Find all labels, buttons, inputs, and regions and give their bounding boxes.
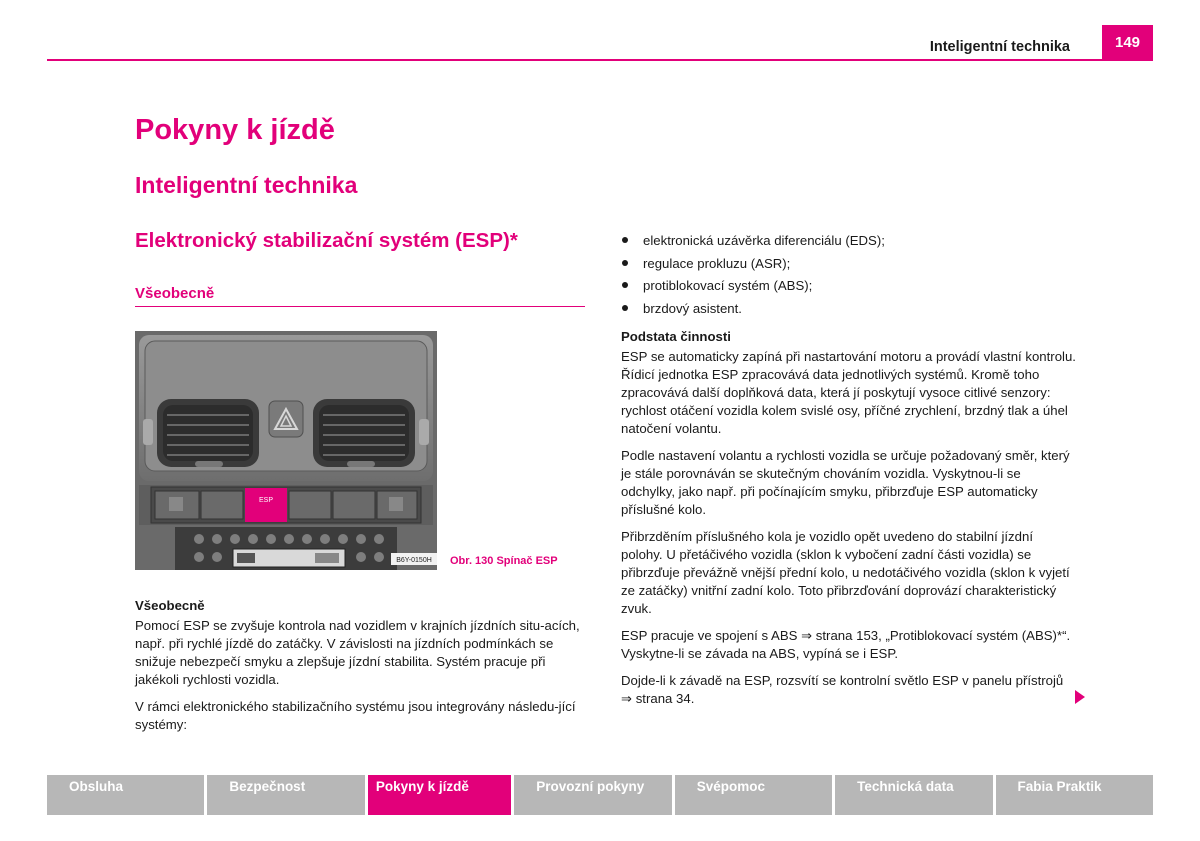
tab-provozni-pokyny[interactable]: Provozní pokyny [514, 775, 671, 815]
tab-technicka-data[interactable]: Technická data [835, 775, 992, 815]
chapter-title: Pokyny k jízdě [135, 114, 335, 146]
right-column [621, 232, 1076, 717]
right-paragraph: ESP se automaticky zapíná při nastartování motoru a provádí vlastní kontrolu. Řídicí jednotka ESP zpracovává data jednotlivých systémů. Kromě toho zpracovává další doplňková data, která jí poskytují vysoce citlivé senzory: rychlost otáčení vozidla kolem svislé osy, příčné zrychlení, brzdný tlak a úhel natočení volantu. [621, 348, 1076, 436]
tab-pokyny-k-jizde[interactable]: Pokyny k jízdě [368, 775, 511, 815]
right-paragraph: Přibrzděním příslušného kola je vozidlo opět uvedeno do stabilní jízdní polohy. U přetáčivého vozidla (sklon k vybočení zadní části vozidla) se přibrzďuje převážně vnější přední kolo, u nedotáčivého vozidla (sklon k vyjetí ze zatáčky) vnitřní zadní kolo. Toto přibrzďování doprovází charakteristický zvuk. [621, 528, 1070, 616]
image-code: B6Y-0150H [396, 557, 432, 564]
continue-arrow-icon[interactable] [1075, 690, 1085, 704]
integrated-systems-list [621, 232, 1076, 318]
right-air-vent [313, 399, 429, 467]
header-divider [47, 59, 1153, 61]
right-paragraph: ESP pracuje ve spojení s ABS ⇒ strana 153, „Protiblokovací systém (ABS)*“. Vyskytne-li se závada na ABS, vypíná se i ESP. [621, 627, 1071, 661]
left-subheading: Všeobecně [135, 598, 205, 613]
page-number: 149 [1102, 25, 1153, 60]
tab-fabia-praktik[interactable]: Fabia Praktik [996, 775, 1153, 815]
topic-divider [135, 306, 585, 307]
right-paragraph: Podle nastavení volantu a rychlosti vozidla se určuje požadovaný směr, který je stále porovnáván se skutečným chováním vozidla. Vyskytnou-li se odchylky, jako např. při počínajícím smyku, přibrzďuje ESP automaticky příslušné kolo. [621, 447, 1070, 517]
esp-switch-figure [135, 331, 437, 570]
dashboard-illustration [135, 331, 437, 570]
left-column [135, 597, 587, 743]
right-paragraph: Dojde-li k závadě na ESP, rozsvítí se kontrolní světlo ESP v panelu přístrojů ⇒ strana 34. [621, 672, 1064, 706]
list-item: protiblokovací systém (ABS); [621, 277, 1076, 295]
tab-bezpecnost[interactable]: Bezpečnost [207, 775, 364, 815]
left-air-vent [143, 399, 259, 467]
esp-button [245, 488, 287, 522]
esp-button-label: ESP [258, 497, 274, 504]
list-item: brzdový asistent. [621, 300, 1076, 318]
chapter-navigation [47, 775, 1153, 815]
section-title: Inteligentní technika [135, 172, 358, 198]
left-paragraph: Pomocí ESP se zvyšuje kontrola nad vozidlem v krajních jízdních situ-acích, např. při rychlé jízdě do zatáčky. V závislosti na jízdních podmínkách se snižuje nebezpečí smyku a zlepšuje jízdní stabilita. Systém pracuje při jakékoli rychlosti vozidla. [135, 618, 580, 687]
subsection-title: Elektronický stabilizační systém (ESP)* [135, 229, 518, 252]
figure-caption: Obr. 130 Spínač ESP [450, 555, 558, 567]
topic-title: Všeobecně [135, 285, 215, 302]
tab-obsluha[interactable]: Obsluha [47, 775, 204, 815]
left-paragraph: V rámci elektronického stabilizačního systému jsou integrovány následu-jící systémy: [135, 699, 576, 732]
hazard-button [269, 401, 303, 437]
running-header-title: Inteligentní technika [929, 39, 1070, 55]
list-item: regulace prokluzu (ASR); [621, 255, 1076, 273]
tab-svepomoc[interactable]: Svépomoc [675, 775, 832, 815]
list-item: elektronická uzávěrka diferenciálu (EDS); [621, 232, 1076, 250]
right-subheading: Podstata činnosti [621, 328, 731, 344]
